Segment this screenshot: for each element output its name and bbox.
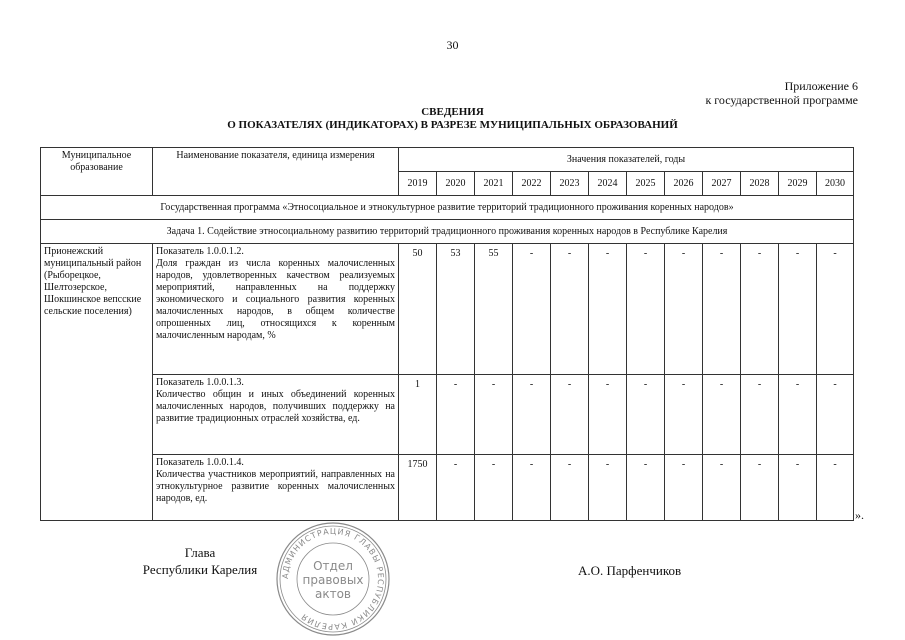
indicator-code: Показатель 1.0.0.1.3. bbox=[156, 377, 244, 388]
value-cell: - bbox=[437, 375, 475, 455]
header-values: Значения показателей, годы bbox=[399, 148, 854, 172]
page-number: 30 bbox=[446, 38, 459, 52]
indicator-code: Показатель 1.0.0.1.4. bbox=[156, 457, 244, 468]
value-cell: - bbox=[551, 455, 589, 521]
document-title-line-2: О ПОКАЗАТЕЛЯХ (ИНДИКАТОРАХ) В РАЗРЕЗЕ МУНИЦИПАЛЬНЫХ ОБРАЗОВАНИЙ bbox=[227, 119, 678, 131]
value-cell: 50 bbox=[399, 244, 437, 375]
signatory-title bbox=[140, 544, 260, 578]
year-header: 2023 bbox=[551, 172, 589, 196]
value-cell: - bbox=[703, 244, 741, 375]
indicator-text: Количества участников мероприятий, направленных на этнокультурное развитие коренных малочисленных народов, ед. bbox=[156, 469, 395, 504]
indicator-code: Показатель 1.0.0.1.2. bbox=[156, 246, 244, 257]
value-cell: - bbox=[741, 455, 779, 521]
value-cell: - bbox=[741, 375, 779, 455]
year-header: 2026 bbox=[665, 172, 703, 196]
document-title-line-1: СВЕДЕНИЯ bbox=[421, 106, 484, 118]
value-cell: - bbox=[513, 375, 551, 455]
indicators-table bbox=[40, 147, 854, 521]
stamp-center-line-2: правовых bbox=[302, 573, 364, 587]
value-cell: - bbox=[589, 375, 627, 455]
stamp-center-line-1: Отдел bbox=[313, 559, 353, 573]
indicator-text: Доля граждан из числа коренных малочисленных народов, удовлетворенных качеством реализуемых мероприятий, направленных на поддержку экономического и социального развития коренных малочисленных народов, в общем количестве опрошенных лиц, относящихся к коренным малочисленным народам, % bbox=[156, 258, 395, 341]
value-cell: - bbox=[627, 244, 665, 375]
year-header: 2019 bbox=[399, 172, 437, 196]
official-stamp bbox=[274, 520, 392, 638]
appendix-label bbox=[705, 79, 858, 107]
value-cell: - bbox=[589, 455, 627, 521]
indicator-text: Количество общин и иных объединений коренных малочисленных народов, получивших поддержку на развитие традиционных отраслей хозяйства, ед. bbox=[156, 389, 395, 424]
value-cell: 1 bbox=[399, 375, 437, 455]
value-cell: - bbox=[551, 375, 589, 455]
header-indicator: Наименование показателя, единица измерения bbox=[153, 148, 399, 196]
signatory-title-line-1: Глава bbox=[184, 545, 216, 560]
value-cell: - bbox=[475, 375, 513, 455]
value-cell: - bbox=[817, 375, 854, 455]
value-cell: - bbox=[817, 455, 854, 521]
signatory-title-line-2: Республики Карелия bbox=[142, 562, 258, 577]
value-cell: - bbox=[627, 375, 665, 455]
value-cell: - bbox=[437, 455, 475, 521]
indicator-cell bbox=[153, 375, 399, 455]
program-row: Государственная программа «Этносоциальное и этнокультурное развитие территорий традиционного проживания коренных народов» bbox=[41, 196, 854, 220]
signatory-name: А.О. Парфенчиков bbox=[578, 563, 682, 578]
value-cell: 1750 bbox=[399, 455, 437, 521]
year-header: 2028 bbox=[741, 172, 779, 196]
document-title bbox=[0, 106, 905, 132]
indicator-row bbox=[41, 375, 854, 455]
appendix-line-2: к государственной программе bbox=[705, 93, 858, 107]
value-cell: - bbox=[513, 244, 551, 375]
value-cell: - bbox=[741, 244, 779, 375]
value-cell: - bbox=[817, 244, 854, 375]
year-header: 2022 bbox=[513, 172, 551, 196]
value-cell: - bbox=[551, 244, 589, 375]
appendix-line-1: Приложение 6 bbox=[784, 79, 858, 93]
value-cell: 55 bbox=[475, 244, 513, 375]
value-cell: - bbox=[475, 455, 513, 521]
task-row: Задача 1. Содействие этносоциальному развитию территорий традиционного проживания коренных народов в Республике Карелия bbox=[41, 220, 854, 244]
value-cell: - bbox=[779, 455, 817, 521]
indicator-row bbox=[41, 455, 854, 521]
stamp-ring-text: АДМИНИСТРАЦИЯ ГЛАВЫ РЕСПУБЛИКИ КАРЕЛИЯ bbox=[280, 526, 386, 632]
value-cell: - bbox=[513, 455, 551, 521]
municipality-cell: Прионежский муниципальный район (Рыборецкое, Шелтозерское, Шокшинское вепсские сельские поселения) bbox=[41, 244, 153, 521]
year-header: 2024 bbox=[589, 172, 627, 196]
indicator-cell bbox=[153, 455, 399, 521]
value-cell: - bbox=[665, 375, 703, 455]
value-cell: - bbox=[627, 455, 665, 521]
closing-quote: ». bbox=[855, 508, 864, 522]
year-header: 2030 bbox=[817, 172, 854, 196]
value-cell: - bbox=[703, 375, 741, 455]
year-header: 2027 bbox=[703, 172, 741, 196]
value-cell: - bbox=[665, 244, 703, 375]
year-header: 2020 bbox=[437, 172, 475, 196]
year-header: 2029 bbox=[779, 172, 817, 196]
value-cell: - bbox=[703, 455, 741, 521]
indicator-row bbox=[41, 244, 854, 375]
value-cell: - bbox=[589, 244, 627, 375]
value-cell: 53 bbox=[437, 244, 475, 375]
year-header: 2021 bbox=[475, 172, 513, 196]
stamp-center-line-3: актов bbox=[314, 587, 352, 601]
year-header: 2025 bbox=[627, 172, 665, 196]
value-cell: - bbox=[779, 375, 817, 455]
value-cell: - bbox=[779, 244, 817, 375]
header-municipality: Муниципальное образование bbox=[41, 148, 153, 196]
value-cell: - bbox=[665, 455, 703, 521]
indicator-cell bbox=[153, 244, 399, 375]
